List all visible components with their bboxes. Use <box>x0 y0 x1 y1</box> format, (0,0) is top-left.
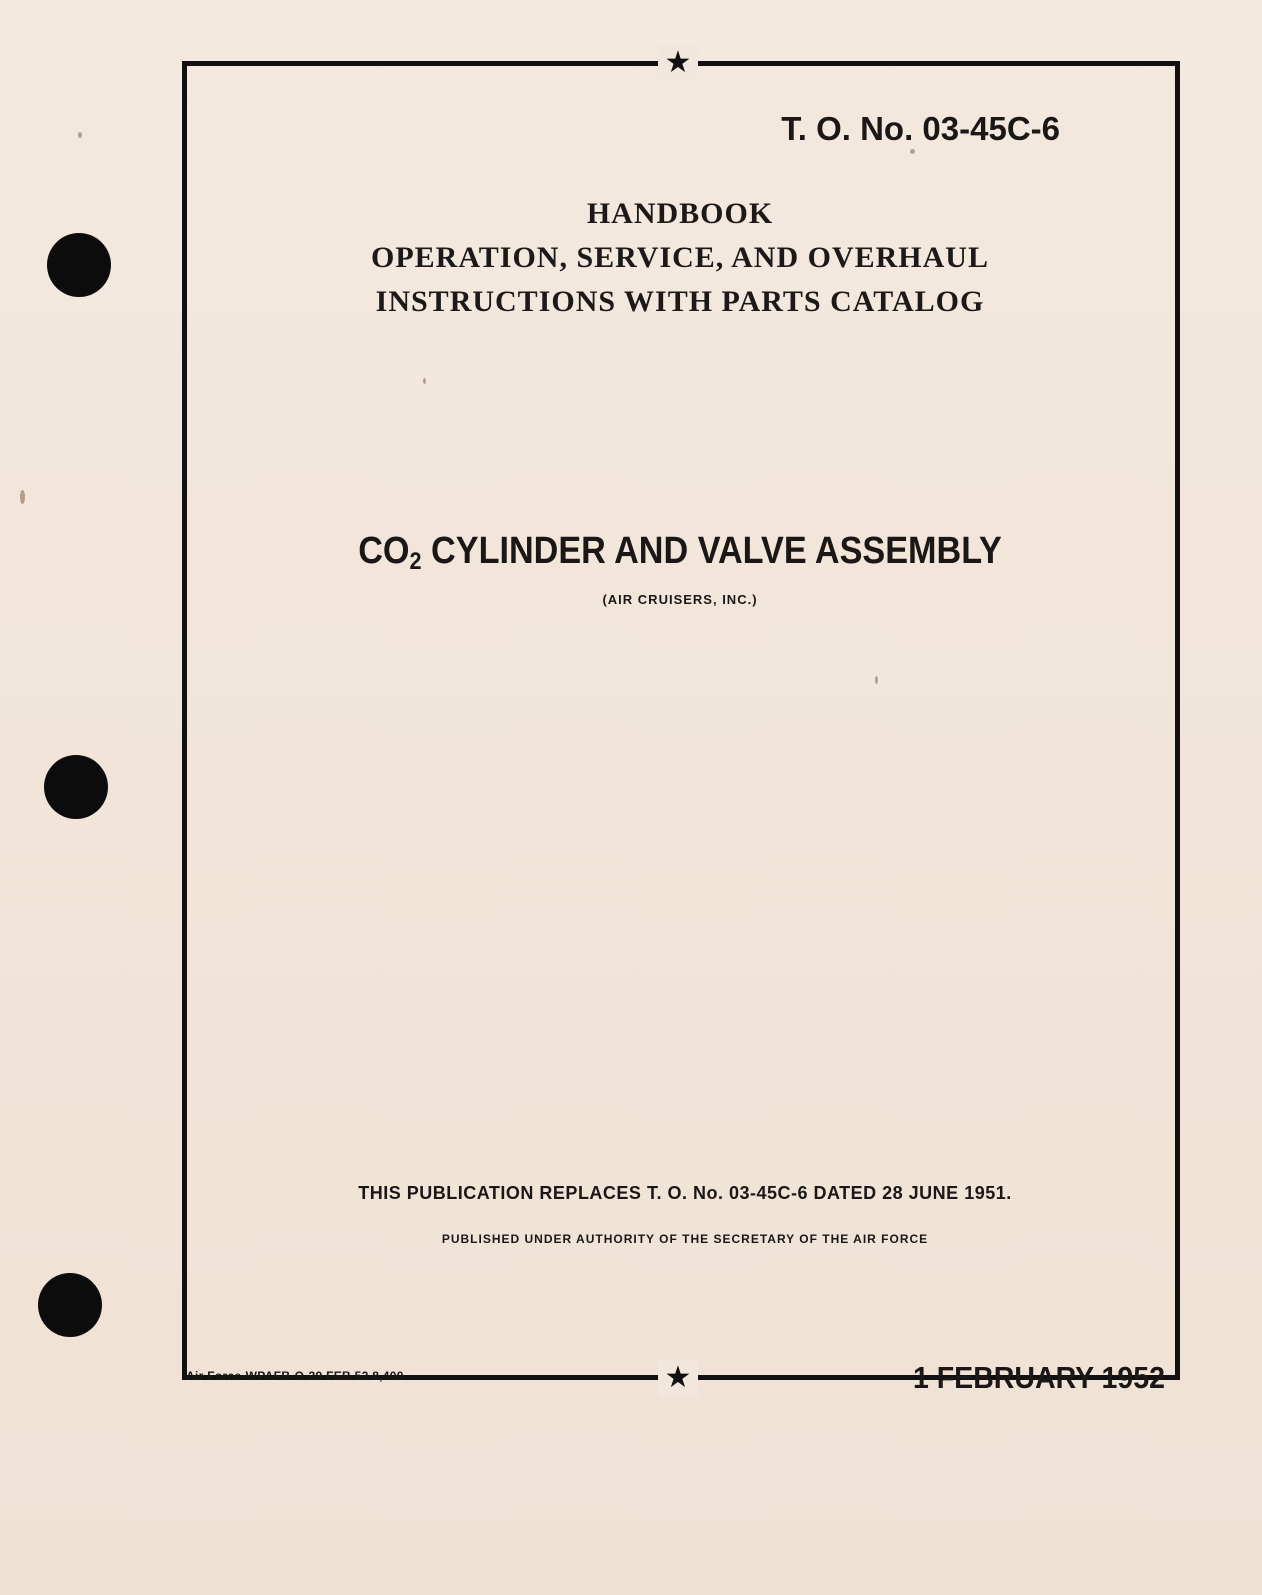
paper-speck <box>423 378 426 384</box>
paper-speck <box>20 490 25 504</box>
title-line-operation: OPERATION, SERVICE, AND OVERHAUL <box>371 241 989 274</box>
binder-hole-bottom <box>38 1273 102 1337</box>
manufacturer-name: (AIR CRUISERS, INC.) <box>602 592 758 607</box>
frame-border-right <box>1175 61 1180 1380</box>
star-ornament-bottom: ★ <box>658 1360 698 1396</box>
binder-hole-middle <box>44 755 108 819</box>
title-line-handbook: HANDBOOK <box>586 197 774 230</box>
title-line-instructions: INSTRUCTIONS WITH PARTS CATALOG <box>375 285 985 318</box>
frame-border-left <box>182 61 187 1380</box>
binder-hole-top <box>47 233 111 297</box>
paper-speck <box>875 676 878 684</box>
technical-order-number: T. O. No. 03-45C-6 <box>781 110 1060 147</box>
star-ornament-top: ★ <box>658 45 698 81</box>
subject-rest: CYLINDER AND VALVE ASSEMBLY <box>421 530 1002 572</box>
paper-speck <box>910 149 915 154</box>
print-code: Air Force-WPAFB-O-29 FEB 52 8,400 <box>186 1369 404 1383</box>
authority-statement: PUBLISHED UNDER AUTHORITY OF THE SECRETARY OF THE AIR FORCE <box>441 1232 929 1246</box>
subject-prefix: CO <box>358 530 410 572</box>
paper-speck <box>78 132 82 138</box>
publication-date: 1 FEBRUARY 1952 <box>912 1360 1165 1395</box>
replacement-notice: THIS PUBLICATION REPLACES T. O. No. 03-45C-6 DATED 28 JUNE 1951. <box>358 1183 1012 1203</box>
subject-heading <box>338 530 1022 576</box>
subject-subscript: 2 <box>409 548 422 575</box>
document-title <box>300 192 1060 324</box>
